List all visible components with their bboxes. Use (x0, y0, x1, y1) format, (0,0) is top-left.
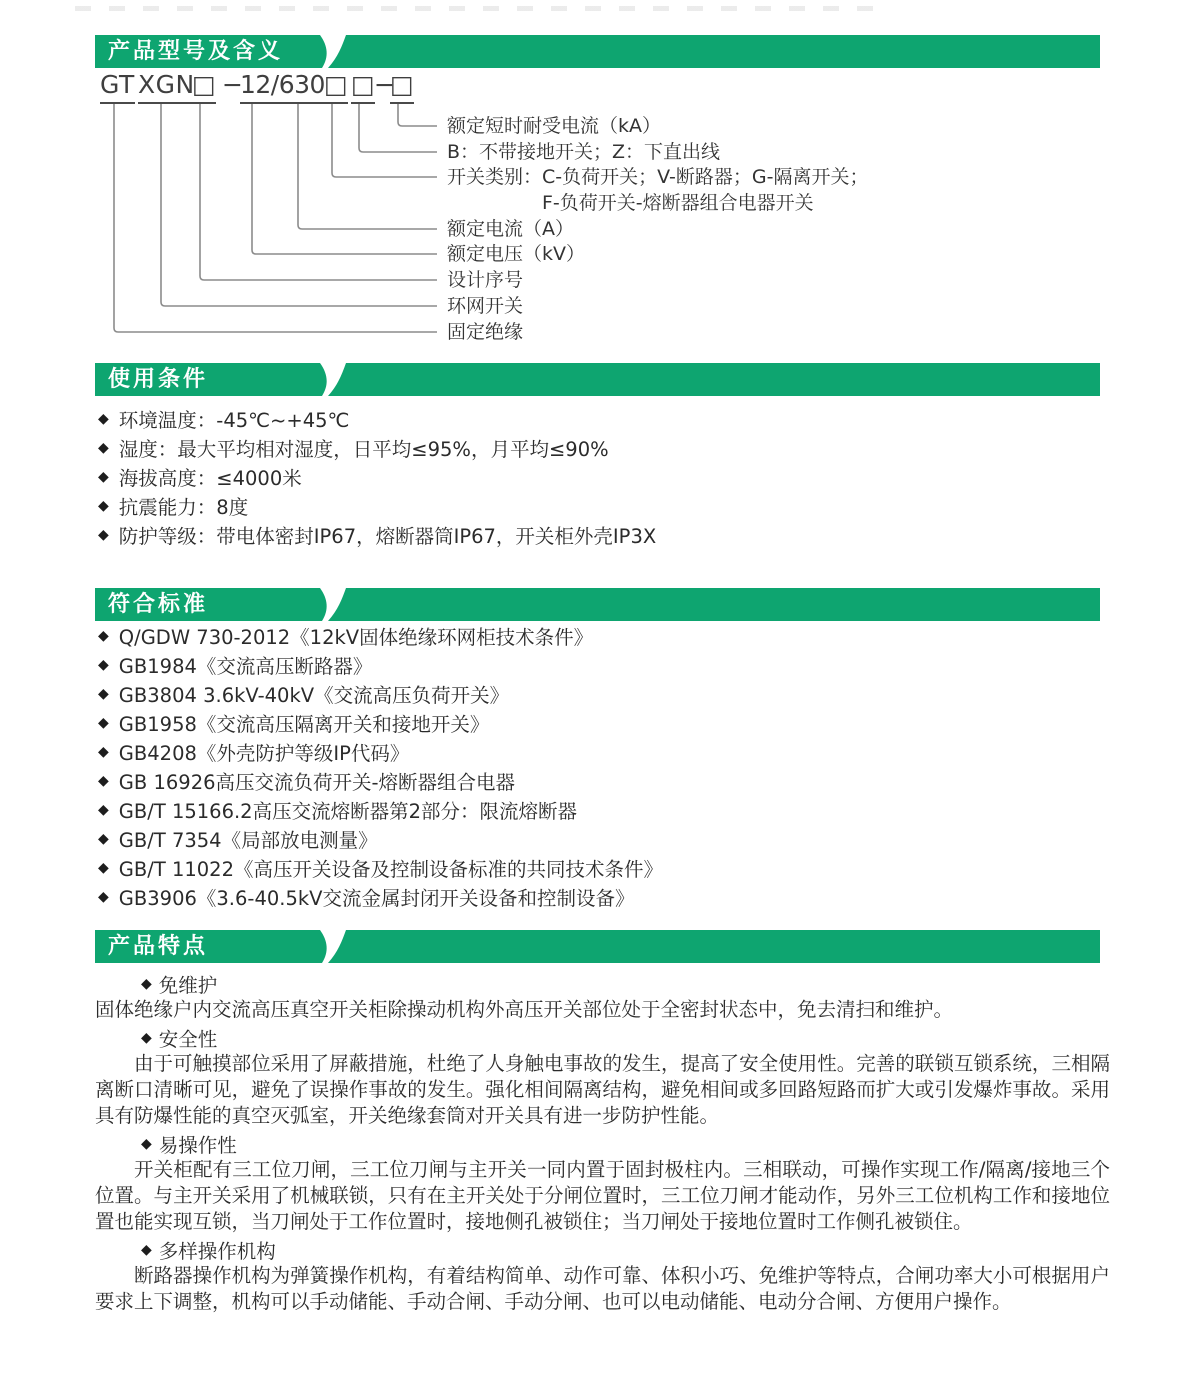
conditions-list (95, 404, 1110, 549)
diamond-bullet-icon: ◆ (98, 801, 109, 818)
standard-text: GB/T 7354《局部放电测量》 (118, 828, 378, 852)
standard-text: GB1958《交流高压隔离开关和接地开关》 (118, 712, 490, 736)
standard-text: GB/T 11022《高压开关设备及控制设备标准的共同技术条件》 (118, 857, 663, 881)
feature-body: 开关柜配有三工位刀闸，三工位刀闸与主开关一同内置于固封极柱内。三相联动，可操作实现工作/隔离/接地三个位置。与主开关采用了机械联锁，只有在主开关处于分闸位置时，三工位刀闸才能动作，另外三工位机构工作和接地位置也能实现互锁，当刀闸处于工作位置时，接地侧孔被锁住；当刀闸处于接地位置时工作侧孔被锁住。 (95, 1158, 1110, 1233)
scan-artifact (75, 6, 885, 11)
model-code-segment: XGN (138, 70, 195, 104)
list-item (95, 621, 1110, 650)
feature-title: 免维护 (158, 974, 218, 997)
diagram-label-switch-category: 开关类别：C-负荷开关；V-断路器；G-隔离开关； (447, 166, 869, 188)
diagram-label-earthing-outlet: B：不带接地开关；Z：下直出线 (447, 141, 721, 163)
list-item (95, 520, 1110, 549)
standard-text: GB4208《外壳防护等级IP代码》 (118, 741, 410, 765)
diamond-bullet-icon: ◆ (98, 714, 109, 731)
model-code-segment: □ (351, 70, 375, 104)
standard-text: Q/GDW 730-2012《12kV固体绝缘环网柜技术条件》 (118, 625, 594, 649)
feature-title-row (95, 1025, 1110, 1051)
condition-text: 抗震能力：8度 (118, 495, 249, 519)
standards-list (95, 621, 1110, 911)
feature-body: 由于可触摸部位采用了屏蔽措施，杜绝了人身触电事故的发生，提高了安全使用性。完善的联锁互锁系统，三相隔离断口清晰可见，避免了误操作事故的发生。强化相间隔离结构，避免相间或多回路短路而扩大或引发爆炸事故。采用具有防爆性能的真空灭弧室，开关绝缘套筒对开关具有进一步防护性能。 (95, 1052, 1110, 1127)
feature-title: 多样操作机构 (158, 1240, 276, 1263)
feature-body: 断路器操作机构为弹簧操作机构，有着结构简单、动作可靠、体积小巧、免维护等特点，合闸功率大小可根据用户要求上下调整，机构可以手动储能、手动合闸、手动分闸、也可以电动储能、电动分合闸、方便用户操作。 (95, 1264, 1110, 1313)
header-swoosh-icon (317, 588, 351, 621)
diamond-bullet-icon: ◆ (98, 743, 109, 760)
diagram-label-rated-current: 额定电流（A） (447, 218, 574, 240)
standard-text: GB1984《交流高压断路器》 (118, 654, 373, 678)
diagram-label-rated-voltage: 额定电压（kV） (447, 243, 586, 265)
header-swoosh-icon (317, 930, 351, 963)
list-item (95, 491, 1110, 520)
standard-text: GB3804 3.6kV-40kV《交流高压负荷开关》 (118, 683, 510, 707)
list-item (95, 882, 1110, 911)
section-header-model (95, 35, 1100, 68)
diamond-bullet-icon: ◆ (98, 656, 109, 673)
feature-title-row (95, 971, 1110, 997)
diamond-bullet-icon: ◆ (98, 859, 109, 876)
model-code-diagram (0, 68, 1204, 360)
diamond-bullet-icon: ◆ (98, 830, 109, 847)
feature-title: 安全性 (158, 1028, 218, 1051)
diagram-label-design-number: 设计序号 (447, 269, 524, 291)
condition-text: 湿度：最大平均相对湿度，日平均≤95%，月平均≤90% (118, 437, 609, 461)
standard-text: GB 16926高压交流负荷开关-熔断器组合电器 (118, 770, 516, 794)
header-swoosh-icon (317, 35, 351, 68)
diagram-label-switch-category-cont: F-负荷开关-熔断器组合电器开关 (542, 192, 814, 214)
list-item (95, 795, 1110, 824)
feature-title-row (95, 1131, 1110, 1157)
model-code-segment: 12/630 (240, 70, 325, 104)
diagram-label-short-time-current: 额定短时耐受电流（kA） (447, 115, 662, 137)
diagram-label-fixed-insulation: 固定绝缘 (447, 321, 524, 343)
list-item (95, 737, 1110, 766)
section-header-conditions (95, 363, 1100, 396)
feature-body: 固体绝缘户内交流高压真空开关柜除操动机构外高压开关部位处于全密封状态中，免去清扫和维护。 (95, 998, 954, 1021)
section-header-features (95, 930, 1100, 963)
diamond-bullet-icon: ◆ (141, 1242, 152, 1258)
section-title-conditions: 使用条件 (108, 367, 209, 392)
diamond-bullet-icon: ◆ (98, 685, 109, 702)
condition-text: 海拔高度：≤4000米 (118, 466, 302, 490)
diamond-bullet-icon: ◆ (141, 1030, 152, 1046)
diagram-label-ring-switch: 环网开关 (447, 295, 524, 317)
list-item (95, 824, 1110, 853)
model-code-dash: − (222, 70, 244, 99)
model-code-dash: − (374, 70, 396, 99)
model-code-segment: □ (390, 70, 414, 104)
diamond-bullet-icon: ◆ (98, 772, 109, 789)
standard-text: GB3906《3.6-40.5kV交流金属封闭开关设备和控制设备》 (118, 886, 635, 910)
list-item (95, 766, 1110, 795)
diamond-bullet-icon: ◆ (98, 627, 109, 644)
model-code-segment: □ (324, 70, 348, 104)
diamond-bullet-icon: ◆ (141, 1136, 152, 1152)
diagram-connector-lines (0, 68, 460, 360)
list-item (95, 853, 1110, 882)
feature-title: 易操作性 (158, 1134, 237, 1157)
condition-text: 防护等级：带电体密封IP67，熔断器筒IP67，开关柜外壳IP3X (118, 524, 657, 548)
model-code-segment: GT (100, 70, 135, 104)
diamond-bullet-icon: ◆ (98, 468, 109, 485)
list-item (95, 650, 1110, 679)
section-title-model: 产品型号及含义 (108, 39, 284, 64)
section-title-features: 产品特点 (108, 934, 209, 959)
standard-text: GB/T 15166.2高压交流熔断器第2部分：限流熔断器 (118, 799, 577, 823)
diamond-bullet-icon: ◆ (98, 497, 109, 514)
diamond-bullet-icon: ◆ (98, 526, 109, 543)
list-item (95, 708, 1110, 737)
header-swoosh-icon (317, 363, 351, 396)
list-item (95, 433, 1110, 462)
diamond-bullet-icon: ◆ (98, 888, 109, 905)
list-item (95, 404, 1110, 433)
section-title-standards: 符合标准 (108, 592, 209, 617)
section-header-standards (95, 588, 1100, 621)
diamond-bullet-icon: ◆ (98, 410, 109, 427)
diamond-bullet-icon: ◆ (141, 976, 152, 992)
condition-text: 环境温度：-45℃~+45℃ (118, 408, 350, 432)
features-block (95, 963, 1110, 1315)
model-code-segment: □ (192, 70, 216, 104)
diamond-bullet-icon: ◆ (98, 439, 109, 456)
feature-title-row (95, 1237, 1110, 1263)
list-item (95, 462, 1110, 491)
list-item (95, 679, 1110, 708)
